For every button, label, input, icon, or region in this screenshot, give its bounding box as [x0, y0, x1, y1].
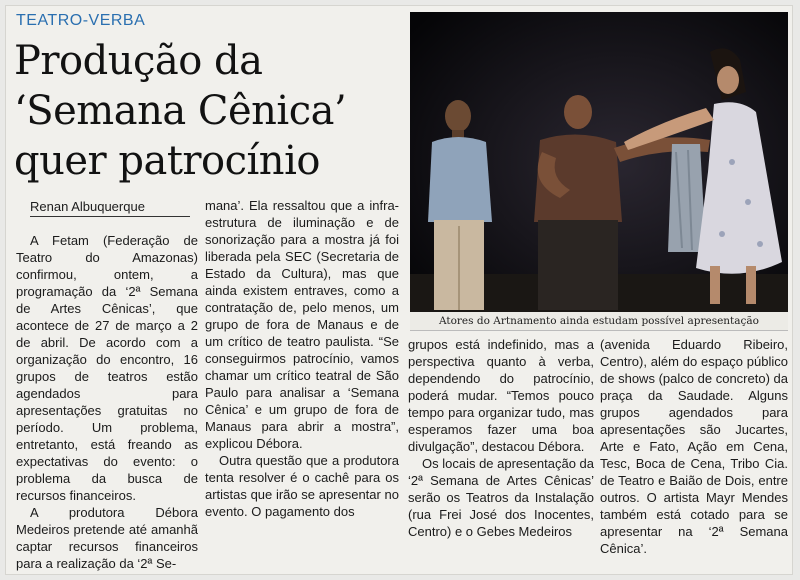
paragraph: Os locais de apresentação da ‘2ª Semana de Artes Cênicas’ serão os Teatros da Instalação (rua Frei José dos Inocentes, Centro) e o Gebes Medeiros	[408, 456, 594, 539]
paragraph: Outra questão que a produtora tenta resolver é o cachê para os artistas que irão se apresentar no evento. O pagamento dos	[205, 453, 399, 519]
paragraph: grupos está indefinido, mas a perspectiva quanto à verba, dependendo do patrocínio, poderá mudar. “Temos pouco tempo para organizar tudo, mas esperamos fazer uma boa divulgação”, destacou Débora.	[408, 337, 594, 454]
headline-line-3: quer patrocínio	[14, 138, 320, 184]
photo-caption: Atores do Artnamento ainda estudam possível apresentação	[410, 312, 788, 331]
article-column-4	[600, 336, 788, 557]
actors-photo-illustration	[410, 12, 788, 312]
section-kicker: TEATRO-VERBA	[16, 12, 146, 29]
article-column-2	[205, 197, 399, 520]
byline: Renan Albuquerque	[30, 199, 190, 217]
stage-photo	[410, 12, 788, 312]
paragraph: mana’. Ela ressaltou que a infra-estrutura de iluminação e de sonorização para a mostra já foi liberada pela SEC (Secretaria de Estado da Cultura), mas que ainda existem entraves, como a contratação de, pelo menos, um grupo de fora de Manaus e de um crítico de teatro paulista. “Se conseguirmos patrocínio, vamos chamar um crítico teatral de São Paulo para analisar a ‘Semana Cênica’ e um grupo de fora de Manaus para abrir a mostra”, explicou Débora.	[205, 198, 399, 451]
paragraph: A produtora Débora Medeiros pretende até amanhã captar recursos financeiros para a realização da ‘2ª Se-	[16, 505, 198, 571]
article-column-3	[408, 336, 594, 540]
headline-line-1: Produção da	[14, 38, 263, 84]
headline	[14, 36, 404, 186]
paragraph: A Fetam (Federação de Teatro do Amazonas) confirmou, ontem, a programação da ‘2ª Semana de Artes Cênicas’, que acontece de 27 de março a 2 de abril. De acordo com a organização do encontro, 16 grupos de teatros estão agendados para apresentações gratuitas no período. Um problema, entretanto, está freando as expectativas do evento: o problema da busca de recursos financeiros.	[16, 233, 198, 503]
article-column-1	[16, 232, 198, 572]
headline-line-2: ‘Semana Cênica’	[14, 88, 347, 134]
paragraph: (avenida Eduardo Ribeiro, Centro), além do espaço público de shows (palco de concreto) da praça da Saudade. Alguns grupos agendados para apresentações são Jucartes, Arte e Fato, Ação em Cena, Tesc, Boca de Cena, Tribo Cia. de Teatro e Baião de Dois, entre outros. O artista Mayr Mendes também está cotado para se apresentar na ‘2ª Semana Cênica’.	[600, 337, 788, 556]
